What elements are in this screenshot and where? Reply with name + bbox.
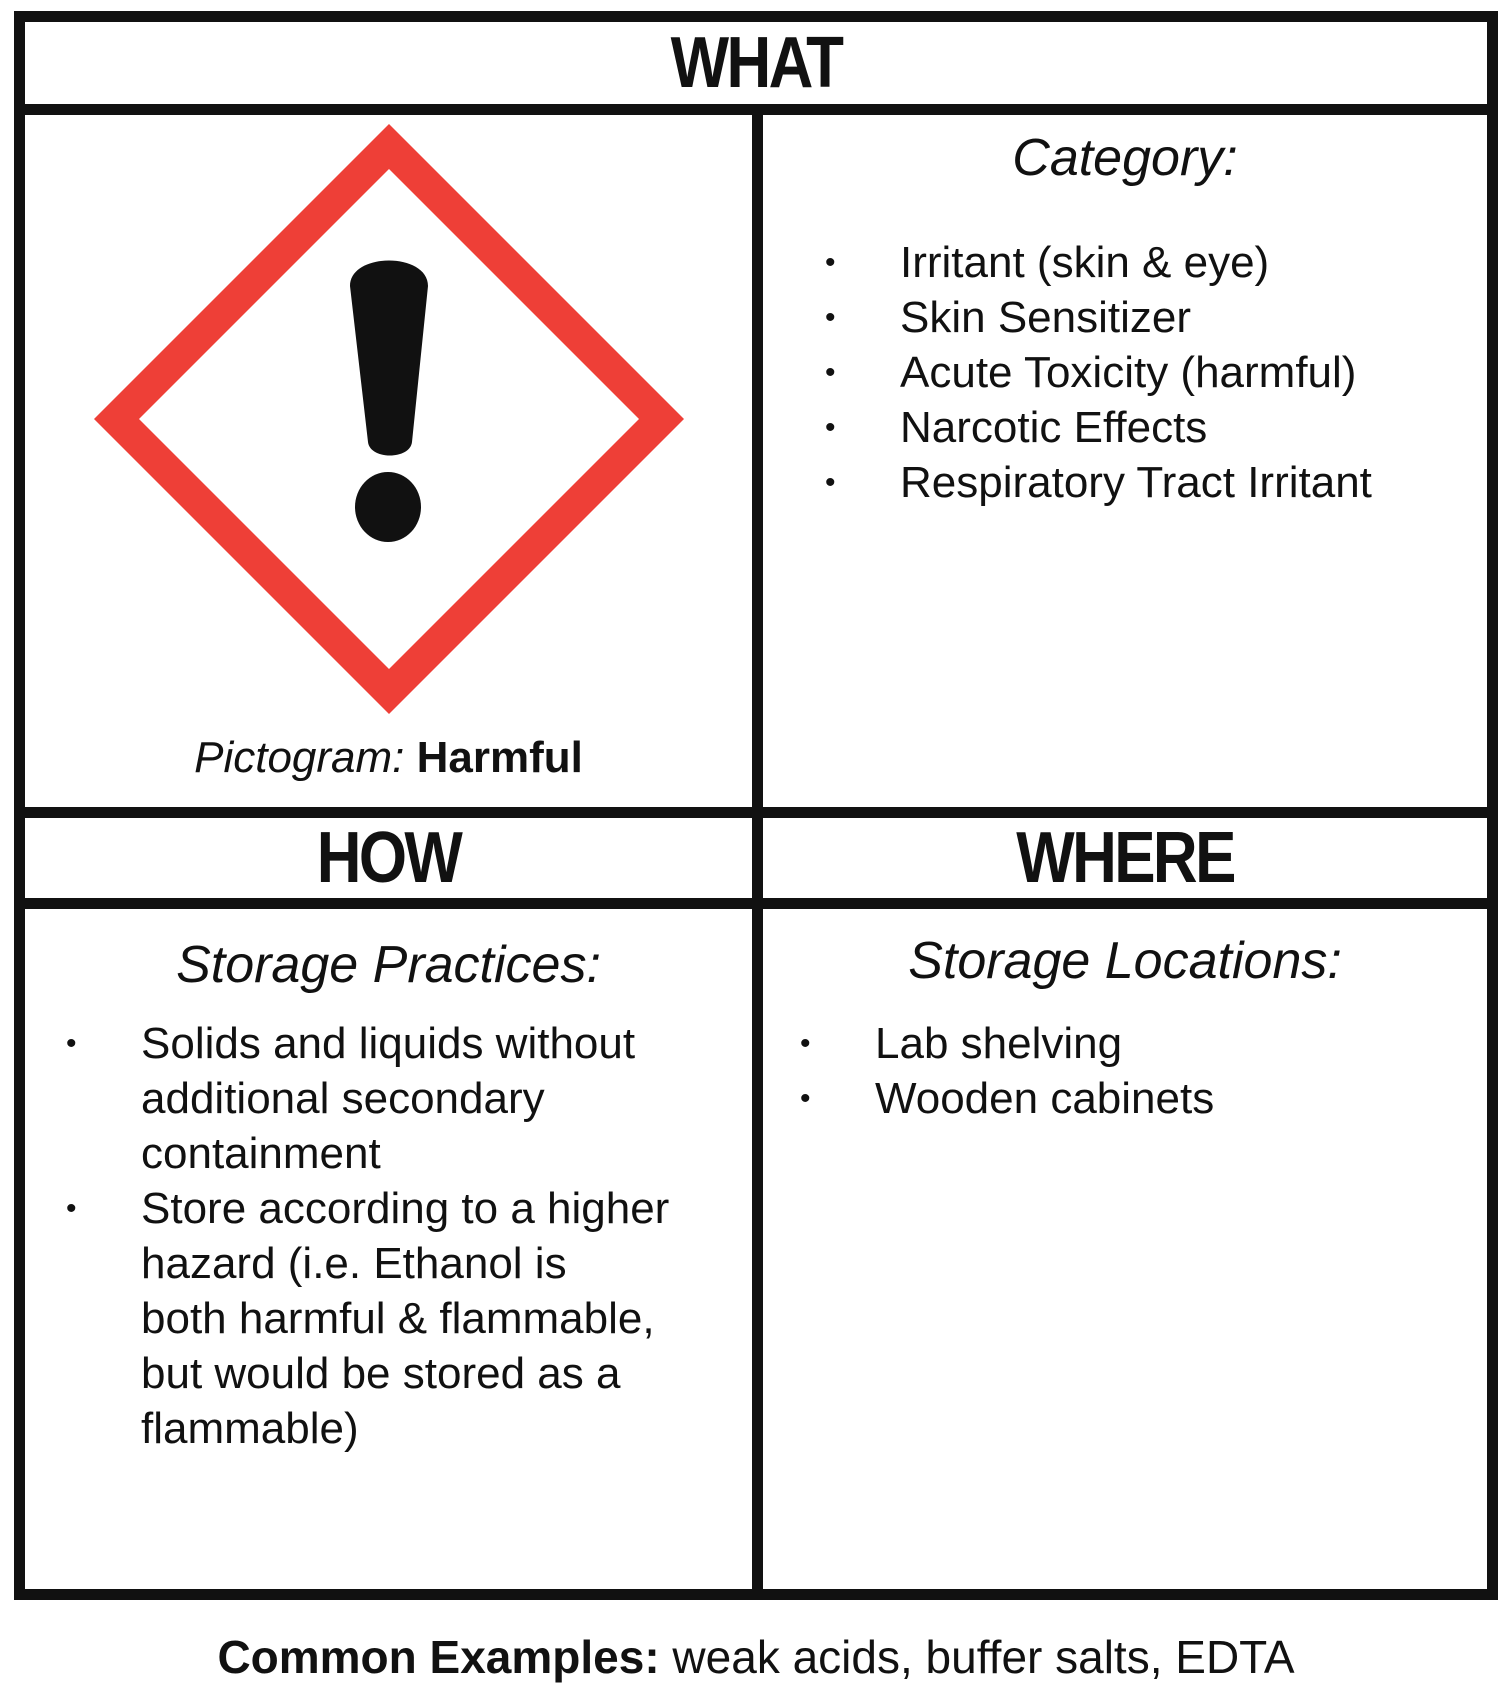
storage-locations-list [800, 1016, 1480, 1126]
list-item [825, 345, 1485, 400]
list-item-text: Narcotic Effects [900, 403, 1208, 452]
common-examples-value: weak acids, buffer salts, EDTA [659, 1631, 1295, 1683]
list-item [825, 400, 1485, 455]
bullet-icon: • [825, 411, 836, 444]
bullet-icon: • [825, 356, 836, 389]
list-item-text: both harmful & flammable, [141, 1294, 655, 1343]
pictogram-label: Pictogram: [194, 733, 405, 782]
list-item [825, 290, 1485, 345]
list-item-text: Solids and liquids without [141, 1019, 636, 1068]
list-item [66, 1016, 746, 1181]
storage-practices-list [66, 1016, 746, 1456]
storage-practices-heading: Storage Practices: [176, 936, 601, 994]
frame-top [14, 11, 1498, 22]
list-item [825, 455, 1485, 510]
list-item-text: hazard (i.e. Ethanol is [141, 1239, 567, 1288]
category-list [825, 235, 1485, 510]
pictogram-caption [25, 733, 752, 783]
list-item-text: containment [141, 1129, 381, 1178]
bullet-icon: • [66, 1027, 77, 1060]
where-header: WHERE [1016, 818, 1234, 898]
list-item [800, 1016, 1480, 1071]
bullet-icon: • [825, 301, 836, 334]
frame-right [1487, 11, 1498, 1600]
what-header: WHAT [670, 23, 842, 103]
bullet-icon: • [825, 466, 836, 499]
center-divider [752, 104, 763, 1600]
list-item [66, 1181, 746, 1456]
list-item-text: Respiratory Tract Irritant [900, 458, 1372, 507]
common-examples [0, 1630, 1512, 1684]
storage-locations-heading: Storage Locations: [908, 932, 1342, 990]
pictogram-value: Harmful [416, 733, 583, 782]
list-item-text: Lab shelving [875, 1019, 1123, 1068]
bullet-icon: • [800, 1027, 811, 1060]
list-item-text: Acute Toxicity (harmful) [900, 348, 1357, 397]
exclamation-dot-icon [355, 472, 421, 542]
bullet-icon: • [825, 246, 836, 279]
exclamation-pictogram-icon [94, 124, 684, 714]
common-examples-label: Common Examples: [217, 1631, 660, 1683]
list-item-text: Skin Sensitizer [900, 293, 1192, 342]
lower-header-divider [14, 898, 1498, 909]
list-item-text: Irritant (skin & eye) [900, 238, 1270, 287]
bullet-icon: • [800, 1082, 811, 1115]
list-item-text: Store according to a higher [141, 1184, 670, 1233]
frame-left [14, 11, 25, 1600]
list-item [800, 1071, 1480, 1126]
bullet-icon: • [66, 1192, 77, 1225]
list-item-text: Wooden cabinets [875, 1074, 1215, 1123]
middle-divider [14, 807, 1498, 818]
list-item-text: but would be stored as a [141, 1349, 621, 1398]
list-item-text: flammable) [141, 1404, 359, 1453]
category-heading: Category: [1012, 129, 1238, 187]
list-item-text: additional secondary [141, 1074, 545, 1123]
how-header: HOW [316, 818, 461, 898]
list-item [825, 235, 1485, 290]
